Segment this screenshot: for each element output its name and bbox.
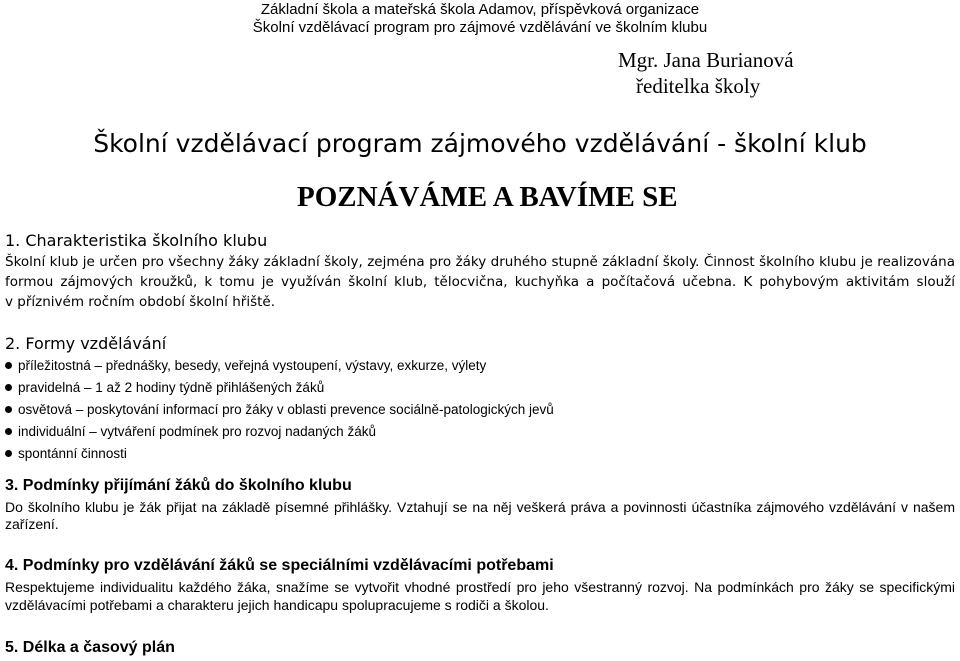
list-item [5,378,554,400]
bullet-icon [5,428,12,435]
section-1-line-1: Školní klub je určen pro všechny žáky základní školy, zejména pro žáky druhého stupně základní školy. Činnost školního klubu je realizována [5,254,955,270]
list-item-text: osvětová – poskytování informací pro žáky v oblasti prevence sociálně-patologických jevů [18,402,554,417]
signature-role: ředitelka školy [636,74,761,98]
section-2-heading: 2. Formy vzdělávání [5,334,167,353]
list-item-text: pravidelná – 1 až 2 hodiny týdně přihlášených žáků [18,380,325,395]
section-1-line-2: formou zájmových kroužků, k tomu je využíván školní klub, tělocvična, kuchyňka a počítačová učebna. K pohybovým aktivitám slouží [5,274,955,290]
forms-list [5,356,554,466]
list-item [5,400,554,422]
list-item-text: příležitostná – přednášky, besedy, veřejná vystoupení, výstavy, exkurze, výlety [18,358,487,373]
list-item [5,444,554,466]
section-3-line-1: Do školního klubu je žák přijat na základě písemné přihlášky. Vztahují se na něj veškerá práva a povinnosti účastníka zájmového vzdělávání v našem [5,499,955,515]
section-4-line-1: Respektujeme individualitu každého žáka, snažíme se vytvořit vhodné prostředí pro jeho všestranný rozvoj. Na podmínkách pro žáky se specifickými [5,579,955,595]
section-1-line-3: v příznivém ročním období školní hřiště. [5,294,275,310]
signature-name: Mgr. Jana Burianová [618,48,794,72]
section-5-heading: 5. Délka a časový plán [5,639,175,656]
list-item-text: spontánní činnosti [18,446,127,461]
list-item [5,422,554,444]
page-subtitle: POZNÁVÁME A BAVÍME SE [297,181,678,213]
bullet-icon [5,406,12,413]
section-3-heading: 3. Podmínky přijímání žáků do školního klubu [5,477,352,494]
section-4-line-2: vzdělávacími potřebami a charakteru jejich handicapu spolupracujeme s rodiči a školou. [5,597,549,613]
bullet-icon [5,384,12,391]
list-item-text: individuální – vytváření podmínek pro rozvoj nadaných žáků [18,424,376,439]
document-subject: Školní vzdělávací program pro zájmové vzdělávání ve školním klubu [252,19,708,36]
bullet-icon [5,450,12,457]
school-name: Základní škola a mateřská škola Adamov, příspěvková organizace [260,1,700,18]
bullet-icon [5,362,12,369]
section-1-heading: 1. Charakteristika školního klubu [5,231,268,250]
section-4-heading: 4. Podmínky pro vzdělávání žáků se speciálními vzdělávacími potřebami [5,557,554,574]
page-title: Školní vzdělávací program zájmového vzdělávání - školní klub [93,129,867,158]
section-3-line-2: zařízení. [5,516,59,532]
list-item [5,356,554,378]
